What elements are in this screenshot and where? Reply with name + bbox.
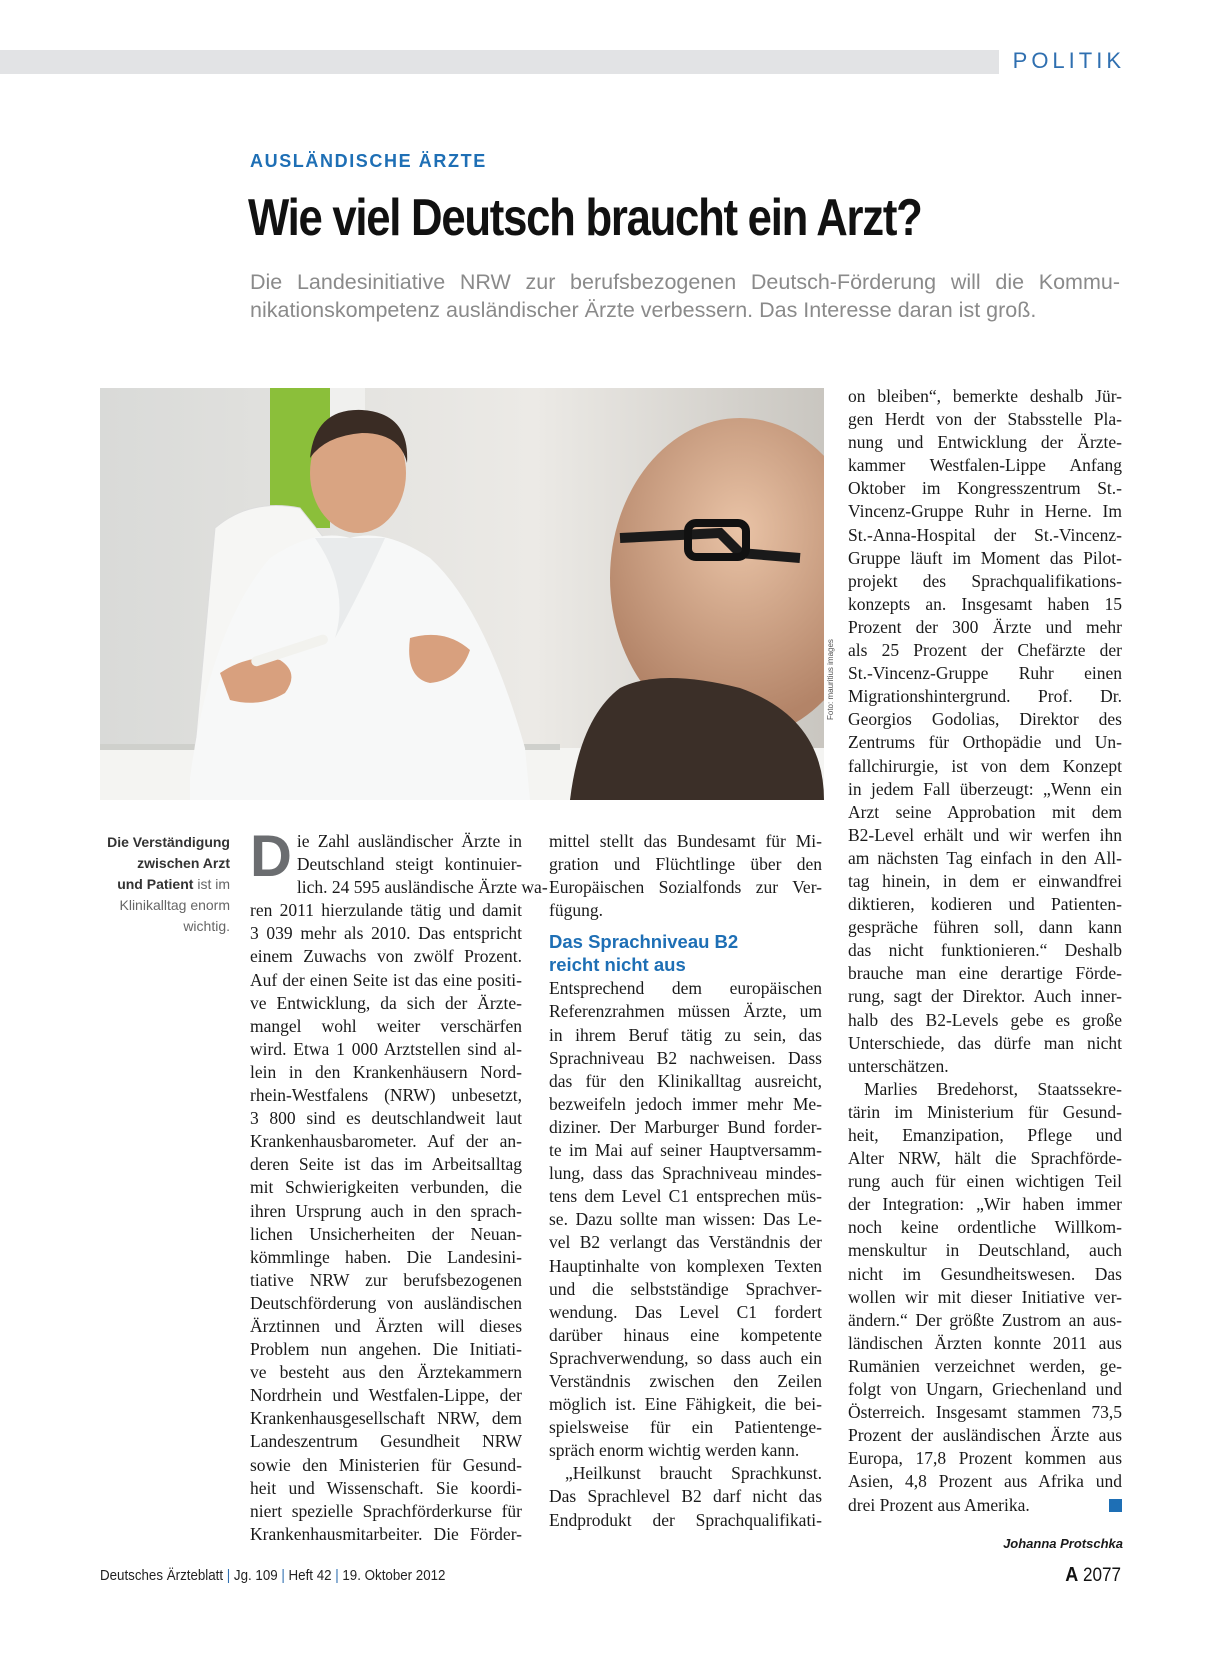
text-line: unterschätzen.: [848, 1055, 949, 1076]
text-line: rung, sagt der Direktor. Auch inner-: [848, 986, 1122, 1007]
journal-date: 19. Oktober 2012: [342, 1568, 446, 1584]
text-line: in jedem Fall überzeugt: „Wenn ein: [848, 778, 1122, 799]
text-line: lichen Unsicherheiten der Neuan-: [250, 1223, 522, 1244]
text-line: deren Seite ist das im Arbeitsalltag: [250, 1154, 522, 1175]
text-line: spräch enorm wichtig werden kann.: [549, 1440, 800, 1461]
text-line: mangel wohl weiter verschärfen: [250, 1015, 522, 1036]
text-line: ländischen Ärzten konnte 2011 aus: [848, 1332, 1122, 1353]
text-line: lung, dass das Sprachniveau mindes-: [549, 1163, 822, 1184]
text-line: Unterschiede, das dürfe man nicht: [848, 1032, 1122, 1053]
text-line: Oktober im Kongresszentrum St.-: [848, 478, 1122, 499]
text-line: Nordrhein und Westfalen-Lippe, der: [250, 1385, 522, 1406]
text-line: tiative NRW zur berufsbezogenen: [250, 1269, 522, 1290]
text-line: St.-Vincenz-Gruppe Ruhr einen: [848, 663, 1122, 684]
article-column-2: [549, 830, 822, 1532]
text-line: diziner. Der Marburger Bund forder-: [549, 1116, 822, 1137]
text-line: lein in den Krankenhäusern Nord-: [250, 1061, 522, 1082]
text-line: fallchirurgie, ist von dem Konzept: [848, 755, 1122, 776]
text-line: konzepts an. Insgesamt haben 15: [848, 593, 1122, 614]
caption-text: wichtig.: [183, 918, 230, 934]
text-line: bezweifeln jedoch immer mehr Me-: [549, 1093, 822, 1114]
text-line: tärin im Ministerium für Gesund-: [848, 1101, 1122, 1122]
text-line: drei Prozent aus Amerika.: [848, 1494, 1030, 1515]
lead-line: nikationskompetenz ausländischer Ärzte verbessern. Das Interesse daran ist groß.: [250, 298, 1037, 322]
text-line: projekt des Sprachqualifikations-: [848, 570, 1122, 591]
page-number: [1065, 1564, 1121, 1587]
text-line: Asien, 4,8 Prozent aus Afrika und: [848, 1471, 1122, 1492]
text-line: als 25 Prozent der Chefärzte der: [848, 640, 1122, 661]
text-line: spielsweise für ein Patientenge-: [549, 1417, 822, 1438]
text-line: halb des B2-Levels gebe es große: [848, 1009, 1122, 1030]
text-line: Zentrums für Orthopädie und Un-: [848, 732, 1122, 753]
text-line: und die selbstständige Sprachver-: [549, 1278, 822, 1299]
article-headline: Wie viel Deutsch braucht ein Arzt?: [248, 189, 922, 247]
text-line: niert spezielle Sprachförderkurse für: [250, 1500, 522, 1521]
journal-volume: Jg. 109: [233, 1568, 278, 1584]
text-line: Verständnis zwischen den Zeilen: [549, 1370, 822, 1391]
subheading-line: Das Sprachniveau B2: [549, 931, 739, 953]
text-line: Hauptinhalte von komplexen Texten: [549, 1255, 822, 1276]
subheading-line: reicht nicht aus: [549, 954, 686, 976]
text-line: das nicht funktionieren.“ Deshalb: [848, 940, 1122, 961]
text-line: St.-Anna-Hospital der St.-Vincenz-: [848, 524, 1122, 545]
text-line: in ihrem Beruf tätig zu sein, das: [549, 1024, 822, 1045]
text-line: heit und Wissenschaft. Sie koordi-: [250, 1477, 522, 1498]
text-line: kömmlinge haben. Die Landesini-: [250, 1246, 522, 1267]
text-line: Das Sprachlevel B2 darf nicht das: [549, 1486, 822, 1507]
text-line: lich. 24 595 ausländische Ärzte wa-: [296, 877, 548, 898]
text-line: Krankenhausgesellschaft NRW, dem: [250, 1408, 522, 1429]
article-column-3: [848, 385, 1122, 1517]
text-line: Auf der einen Seite ist das eine positi-: [250, 969, 522, 990]
text-line: folgt von Ungarn, Griechenland und: [848, 1379, 1122, 1400]
text-line: der Integration: „Wir haben immer: [848, 1194, 1122, 1215]
text-line: ve besteht aus den Ärztekammern: [250, 1362, 522, 1383]
text-line: Ärztinnen und Ärzten will dieses: [250, 1315, 522, 1336]
page-prefix: A: [1065, 1564, 1079, 1586]
caption-text: Klinikalltag enorm: [119, 897, 230, 913]
text-line: Sprachniveau B2 nachweisen. Dass: [549, 1047, 822, 1068]
text-line: Arzt seine Approbation mit dem: [848, 801, 1122, 822]
header-bar: [0, 50, 1123, 74]
text-line: vel B2 verlangt das Verständnis der: [549, 1232, 822, 1253]
doctor-consultation-image: [100, 388, 824, 800]
text-line: kammer Westfalen-Lippe Anfang: [848, 455, 1122, 476]
photo-caption: [60, 832, 230, 937]
text-line: ve Entwicklung, da sich der Ärzte-: [250, 992, 522, 1013]
text-line: Europa, 17,8 Prozent kommen aus: [848, 1448, 1122, 1469]
text-line: Migrationshintergrund. Prof. Dr.: [848, 686, 1122, 707]
text-line: Prozent der ausländischen Ärzte aus: [848, 1425, 1122, 1446]
text-line: rung auch für einen wichtigen Teil: [848, 1171, 1122, 1192]
page-footer: Deutsches Ärzteblatt | Jg. 109 | Heft 42 | 19. Oktober 2012: [100, 1568, 446, 1584]
text-line: sowie den Ministerien für Gesund-: [250, 1454, 522, 1475]
text-line: fügung.: [549, 900, 603, 921]
text-line: Problem nun angehen. Die Initiati-: [250, 1339, 522, 1360]
article-lead: [250, 268, 1120, 324]
text-line: ie Zahl ausländischer Ärzte in: [296, 831, 522, 851]
drop-cap: D: [250, 824, 292, 889]
text-line: diktieren, kodieren und Patienten-: [848, 894, 1122, 915]
caption-bold: und Patient: [117, 876, 194, 892]
text-line: Europäischen Sozialfonds zur Ver-: [549, 877, 822, 898]
journal-name: Deutsches Ärzteblatt: [100, 1568, 224, 1584]
text-line: einem Zuwachs von zwölf Prozent.: [250, 946, 522, 967]
article-column-1: [250, 824, 548, 1546]
text-line: tag hinein, in dem er einwandfrei: [848, 870, 1122, 891]
text-line: ändern.“ Der größte Zustrom an aus-: [848, 1309, 1122, 1330]
text-line: Sprachverwendung, so dass auch ein: [549, 1347, 822, 1368]
text-line: 3 039 mehr als 2010. Das entspricht: [250, 923, 522, 944]
text-line: Georgios Godolias, Direktor des: [848, 709, 1122, 730]
section-label: POLITIK: [999, 46, 1125, 76]
text-line: Referenzrahmen müssen Ärzte, um: [549, 1001, 822, 1022]
text-line: nung und Entwicklung der Ärzte-: [848, 432, 1122, 453]
caption-bold: zwischen Arzt: [137, 855, 230, 871]
text-line: menskultur in Deutschland, auch: [848, 1240, 1122, 1261]
caption-text: ist im: [193, 876, 230, 892]
text-line: brauche man eine derartige Förde-: [848, 963, 1122, 984]
text-line: on bleiben“, bemerkte deshalb Jür-: [848, 386, 1122, 406]
text-line: Alter NRW, hält die Sprachförde-: [848, 1148, 1122, 1169]
text-line: gespräche führen soll, dann kann: [848, 917, 1122, 938]
text-line: „Heilkunst braucht Sprachkunst.: [565, 1463, 822, 1484]
subheading: [549, 930, 822, 976]
page-value: 2077: [1082, 1565, 1121, 1586]
text-line: heit, Emanzipation, Pflege und: [848, 1125, 1122, 1145]
text-line: 3 800 sind es deutschlandweit laut: [250, 1108, 522, 1129]
text-line: Landeszentrum Gesundheit NRW: [250, 1431, 522, 1452]
text-line: se. Dazu sollte man wissen: Das Le-: [549, 1209, 822, 1230]
lead-line: Die Landesinitiative NRW zur berufsbezogenen Deutsch-Förderung will die Kommu-: [250, 270, 1120, 294]
text-line: das für den Klinikalltag ausreicht,: [549, 1070, 822, 1091]
article-photo: [100, 388, 824, 800]
text-line: Krankenhausbarometer. Auf der an-: [250, 1131, 522, 1152]
text-line: Entsprechend dem europäischen: [549, 978, 822, 999]
text-line: ihren Ursprung auch in den sprach-: [250, 1200, 522, 1221]
text-line: Prozent der 300 Ärzte und mehr: [848, 616, 1122, 637]
text-line: tens dem Level C1 entsprechen müs-: [549, 1186, 822, 1207]
text-line: am nächsten Tag einfach in den All-: [848, 847, 1122, 868]
text-line: ren 2011 hierzulande tätig und damit: [250, 900, 522, 921]
photo-credit: Foto: mauritius images: [826, 639, 835, 720]
text-line: Vincenz-Gruppe Ruhr in Herne. Im: [848, 501, 1122, 522]
text-line: B2-Level erhält und wir werfen ihn: [848, 824, 1122, 845]
end-marker: [1109, 1499, 1122, 1512]
text-line: rhein-Westfalens (NRW) unbesetzt,: [250, 1085, 522, 1106]
caption-bold: Die Verständigung: [107, 834, 230, 850]
journal-issue: Heft 42: [288, 1568, 332, 1584]
text-line: te im Mai auf seiner Hauptversamm-: [549, 1140, 822, 1161]
text-line: gration und Flüchtlinge über den: [549, 854, 822, 875]
text-line: Krankenhausmitarbeiter. Die Förder-: [250, 1523, 522, 1544]
text-line: noch keine ordentliche Willkom-: [848, 1217, 1122, 1238]
text-line: Endprodukt der Sprachqualifikati-: [549, 1509, 822, 1530]
text-line: mittel stellt das Bundesamt für Mi-: [549, 831, 822, 851]
text-line: mit Schwierigkeiten verbunden, die: [250, 1177, 522, 1198]
text-line: gen Herdt von der Stabsstelle Pla-: [848, 409, 1122, 430]
text-line: wird. Etwa 1 000 Arztstellen sind al-: [250, 1038, 522, 1059]
text-line: Rumänien verzeichnet werden, ge-: [848, 1355, 1122, 1376]
text-line: Deutschförderung von ausländischen: [250, 1292, 522, 1313]
author-name: Johanna Protschka: [1003, 1536, 1123, 1551]
text-line: Deutschland steigt kontinuier-: [296, 854, 522, 875]
text-line: nicht im Gesundheitswesen. Das: [848, 1263, 1122, 1284]
text-line: Gruppe läuft im Moment das Pilot-: [848, 547, 1122, 568]
text-line: wendung. Das Level C1 fordert: [549, 1301, 822, 1322]
text-line: Marlies Bredehorst, Staatssekre-: [864, 1078, 1122, 1099]
text-line: wollen wir mit dieser Initiative ver-: [848, 1286, 1122, 1307]
text-line: Österreich. Insgesamt stammen 73,5: [848, 1402, 1122, 1423]
text-line: möglich ist. Eine Fähigkeit, die bei-: [549, 1394, 822, 1415]
text-line: darüber hinaus eine kompetente: [549, 1324, 822, 1345]
article-kicker: AUSLÄNDISCHE ÄRZTE: [250, 151, 487, 171]
